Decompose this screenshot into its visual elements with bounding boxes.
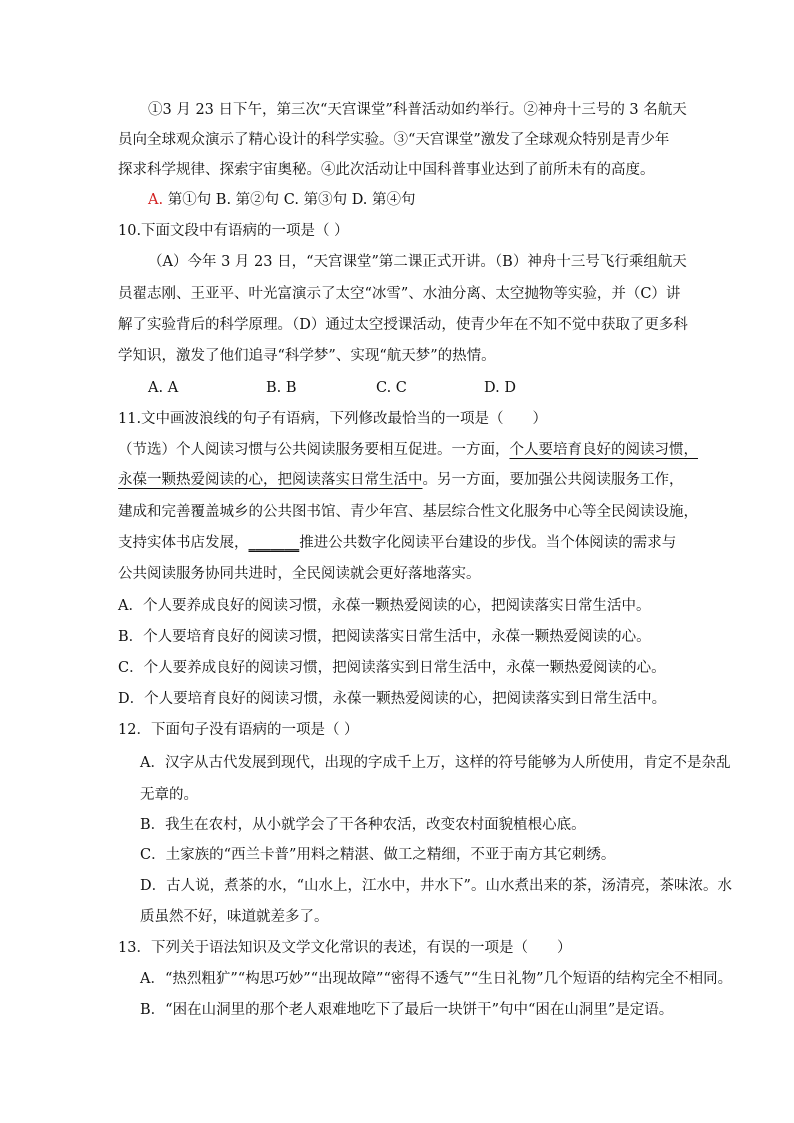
q12-title: 12．下面句子没有语病的一项是（ ） bbox=[118, 722, 359, 738]
q11-passage-line-1 bbox=[118, 440, 698, 460]
q10-line-4: 学知识，激发了他们追寻“科学梦”、实现“航天梦”的热情。 bbox=[118, 348, 496, 364]
q10-option-c: C. C bbox=[376, 380, 407, 396]
q9-answer-marker: A. bbox=[148, 192, 164, 208]
q13-title: 13．下列关于语法知识及文学文化常识的表述，有误的一项是（ ） bbox=[118, 940, 572, 956]
q11-fill-blank: _______ bbox=[248, 534, 300, 551]
q10-line-2: 员翟志刚、王亚平、叶光富演示了太空“冰雪”、水油分离、太空抛物等实验，并（C）讲 bbox=[118, 286, 681, 302]
q10-options bbox=[148, 378, 516, 398]
q10-title: 10.下面文段中有语病的一项是（ ） bbox=[118, 223, 349, 239]
q12-option-c: C．土家族的“西兰卡普”用料之精湛、做工之精细，不亚于南方其它刺绣。 bbox=[140, 847, 616, 863]
q11-passage-line-3: 建成和完善覆盖城乡的公共图书馆、青少年宫、基层综合性文化服务中心等全民阅读设施， bbox=[118, 504, 698, 520]
q11-underlined-sentence: 永葆一颗热爱阅读的心，把阅读落实日常生活中 bbox=[118, 472, 423, 488]
q10-line-1: （A）今年 3 月 23 日，“天宫课堂”第二课正式开讲。（B）神舟十三号飞行乘组航天 bbox=[148, 254, 687, 270]
q12-option-d-cont: 质虽然不好，味道就差多了。 bbox=[140, 909, 329, 925]
q11-passage-line-5: 公共阅读服务协同共进时，全民阅读就会更好落地落实。 bbox=[118, 566, 481, 582]
q11-passage-line-4 bbox=[118, 533, 676, 553]
q10-option-b: B. B bbox=[266, 380, 297, 396]
q12-option-a-cont: 无章的。 bbox=[140, 787, 198, 803]
q11-option-a: A．个人要养成良好的阅读习惯，永葆一颗热爱阅读的心，把阅读落实日常生活中。 bbox=[118, 598, 651, 614]
q12-option-a: A．汉字从古代发展到现代，出现的字成千上万，这样的符号能够为人所使用，肯定不是杂乱 bbox=[140, 755, 731, 771]
q9-options bbox=[148, 190, 416, 210]
q11-passage-line-2 bbox=[118, 470, 684, 490]
q11-option-d: D．个人要培育良好的阅读习惯，永葆一颗热爱阅读的心，把阅读落实到日常生活中。 bbox=[118, 691, 667, 707]
q9-line-1: ①3 月 23 日下午，第三次“天宫课堂”科普活动如约举行。②神舟十三号的 3 名航天 bbox=[148, 102, 687, 118]
q10-line-3: 解了实验背后的科学原理。（D）通过太空授课活动，使青少年在不知不觉中获取了更多科 bbox=[118, 317, 688, 333]
q12-option-b: B．我生在农村，从小就学会了干各种农活，改变农村面貌植根心底。 bbox=[140, 817, 586, 833]
q10-option-a: A. A bbox=[148, 380, 179, 396]
q11-underlined-sentence: 个人要培育良好的阅读习惯， bbox=[509, 442, 698, 458]
q11-title: 11.文中画波浪线的句子有语病，下列修改最恰当的一项是（ ） bbox=[118, 411, 548, 427]
q13-option-b: B．“困在山洞里的那个老人艰难地吃下了最后一块饼干”句中“困在山洞里”是定语。 bbox=[140, 1002, 674, 1018]
q9-line-3: 探求科学规律、探索宇宙奥秘。④此次活动让中国科普事业达到了前所未有的高度。 bbox=[118, 162, 655, 178]
q11-passage-text: 。另一方面，要加强公共阅读服务工作， bbox=[422, 472, 684, 488]
q9-line-2: 员向全球观众演示了精心设计的科学实验。③“天宫课堂”激发了全球观众特别是青少年 bbox=[118, 132, 670, 148]
q11-passage-text: 推进公共数字化阅读平台建设的步伐。当个体阅读的需求与 bbox=[299, 535, 677, 551]
q11-option-b: B．个人要培育良好的阅读习惯，把阅读落实日常生活中，永葆一颗热爱阅读的心。 bbox=[118, 629, 651, 645]
q11-passage-text: （节选）个人阅读习惯与公共阅读服务要相互促进。一方面， bbox=[118, 442, 510, 458]
q11-option-c: C．个人要养成良好的阅读习惯，把阅读落实到日常生活中，永葆一颗热爱阅读的心。 bbox=[118, 660, 666, 676]
q11-passage-text: 支持实体书店发展， bbox=[118, 535, 249, 551]
q13-option-a: A．“热烈粗犷”“构思巧妙”“出现故障”“密得不透气”“生日礼物”几个短语的结构完全不相同。 bbox=[140, 971, 733, 987]
q12-option-d: D．古人说，煮茶的水，“山水上，江水中，井水下”。山水煮出来的茶，汤清亮，茶味浓。水 bbox=[140, 878, 732, 894]
q9-options-text: 第①句 B. 第②句 C. 第③句 D. 第④句 bbox=[163, 192, 416, 208]
q10-option-d: D. D bbox=[484, 380, 516, 396]
